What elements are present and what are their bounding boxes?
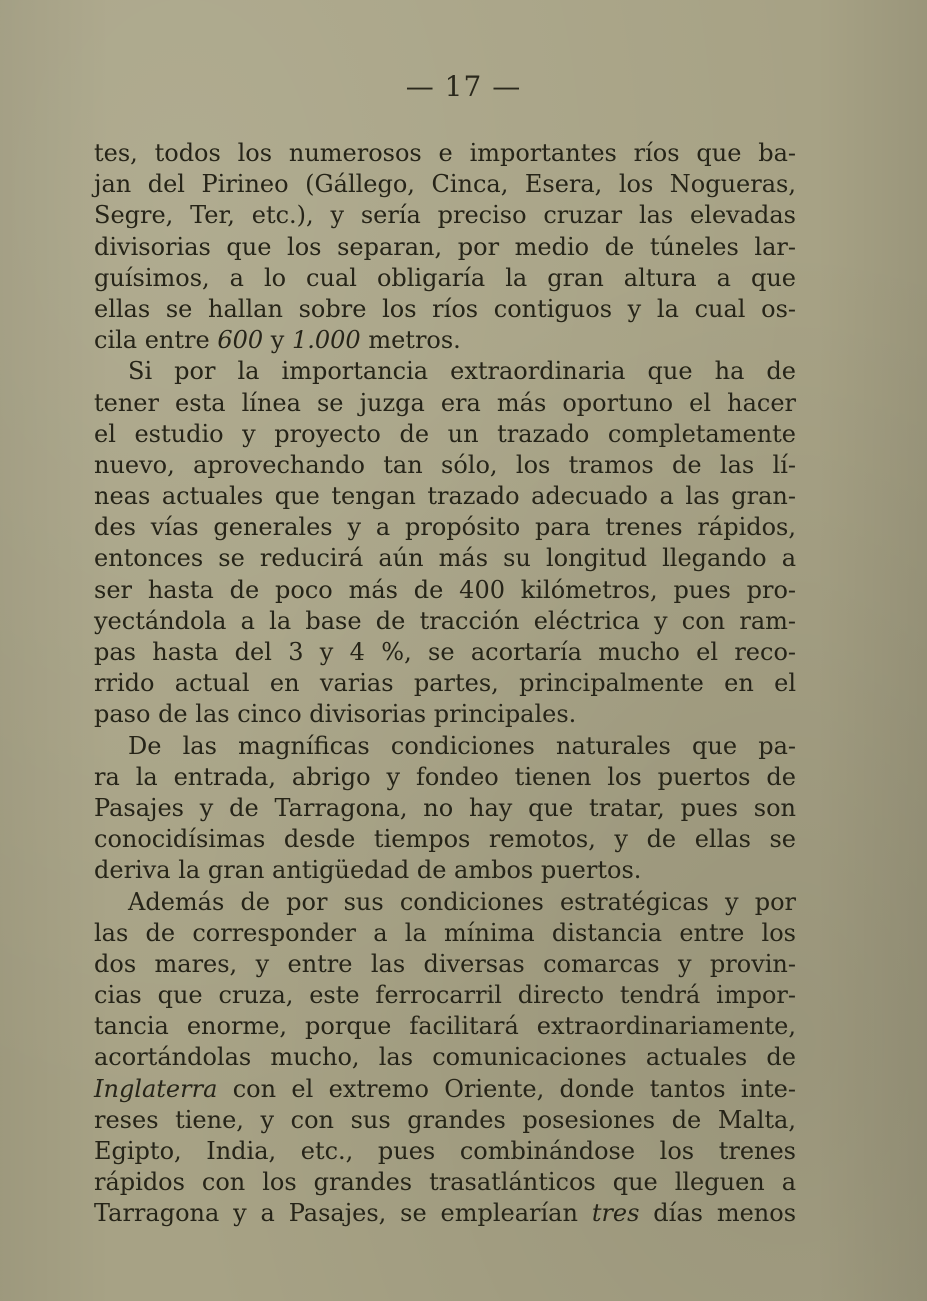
- text-line: entonces se reducirá aún más su longitud llegando a: [94, 544, 796, 573]
- text-line: yectándola a la base de tracción eléctrica y con ram-: [94, 606, 796, 635]
- text-line: nuevo, aprovechando tan sólo, los tramos de las lí-: [94, 450, 796, 479]
- italic-word: Inglaterra: [94, 1074, 218, 1103]
- text-line: [94, 1198, 796, 1229]
- text-line: ser hasta de poco más de 400 kilómetros, pues pro-: [94, 575, 796, 604]
- italic-word: tres: [591, 1199, 640, 1228]
- text-line: neas actuales que tengan trazado adecuado a las gran-: [94, 482, 796, 511]
- text-line: tancia enorme, porque facilitará extraordinariamente,: [94, 1012, 796, 1041]
- text-line: tes, todos los numerosos e importantes ríos que ba-: [94, 139, 796, 167]
- text-line: paso de las cinco divisorias principales.: [94, 700, 577, 729]
- text-run: metros.: [360, 326, 461, 355]
- text-line: pas hasta del 3 y 4 %, se acortaría mucho el reco-: [94, 638, 796, 666]
- text-run: Tarragona y a Pasajes, se emplearían: [94, 1199, 592, 1228]
- text-line: guísimos, a lo cual obligaría la gran altura a que: [94, 263, 796, 292]
- text-line: ra la entrada, abrigo y fondeo tienen los puertos de: [94, 762, 796, 791]
- text-line: rápidos con los grandes trasatlánticos que lleguen a: [94, 1168, 796, 1197]
- text-line: deriva la gran antigüedad de ambos puertos.: [94, 856, 642, 885]
- paragraph-start-line: Además de por sus condiciones estratégicas y por: [128, 887, 796, 916]
- text-line: Egipto, India, etc., pues combinándose los trenes: [94, 1137, 796, 1165]
- text-line: des vías generales y a propósito para trenes rápidos,: [94, 513, 796, 542]
- text-line: [94, 1074, 796, 1105]
- italic-number: 600: [217, 326, 264, 355]
- text-line: Segre, Ter, etc.), y sería preciso cruzar las elevadas: [94, 201, 796, 230]
- body-text: [94, 138, 796, 1230]
- text-line: jan del Pirineo (Gállego, Cinca, Esera, los Nogueras,: [94, 170, 796, 199]
- text-run: cila entre: [94, 326, 218, 355]
- text-line: acortándolas mucho, las comunicaciones actuales de: [94, 1043, 796, 1072]
- paragraph-start-line: Si por la importancia extraordinaria que ha de: [128, 357, 796, 386]
- italic-number: 1.000: [291, 326, 361, 355]
- text-line: [94, 325, 796, 356]
- text-line: Pasajes y de Tarragona, no hay que tratar, pues son: [94, 793, 796, 822]
- text-run: con el extremo Oriente, donde tantos inte-: [217, 1074, 796, 1103]
- text-line: divisorias que los separan, por medio de túneles lar-: [94, 232, 796, 261]
- text-line: ellas se hallan sobre los ríos contiguos y la cual os-: [94, 294, 796, 323]
- text-run: y: [263, 326, 292, 355]
- text-line: tener esta línea se juzga era más oportuno el hacer: [94, 388, 796, 417]
- text-line: cias que cruza, este ferrocarril directo tendrá impor-: [94, 981, 796, 1010]
- text-line: dos mares, y entre las diversas comarcas y provin-: [94, 949, 796, 978]
- text-line: las de corresponder a la mínima distancia entre los: [94, 918, 796, 947]
- text-line: rrido actual en varias partes, principalmente en el: [94, 669, 796, 698]
- text-line: reses tiene, y con sus grandes posesiones de Malta,: [94, 1105, 796, 1134]
- page-number: — 17 —: [405, 70, 522, 103]
- text-line: conocidísimas desde tiempos remotos, y de ellas se: [94, 825, 796, 854]
- paragraph-start-line: De las magníficas condiciones naturales que pa-: [128, 731, 796, 760]
- text-run: días menos: [639, 1199, 797, 1228]
- text-line: el estudio y proyecto de un trazado completamente: [94, 419, 796, 448]
